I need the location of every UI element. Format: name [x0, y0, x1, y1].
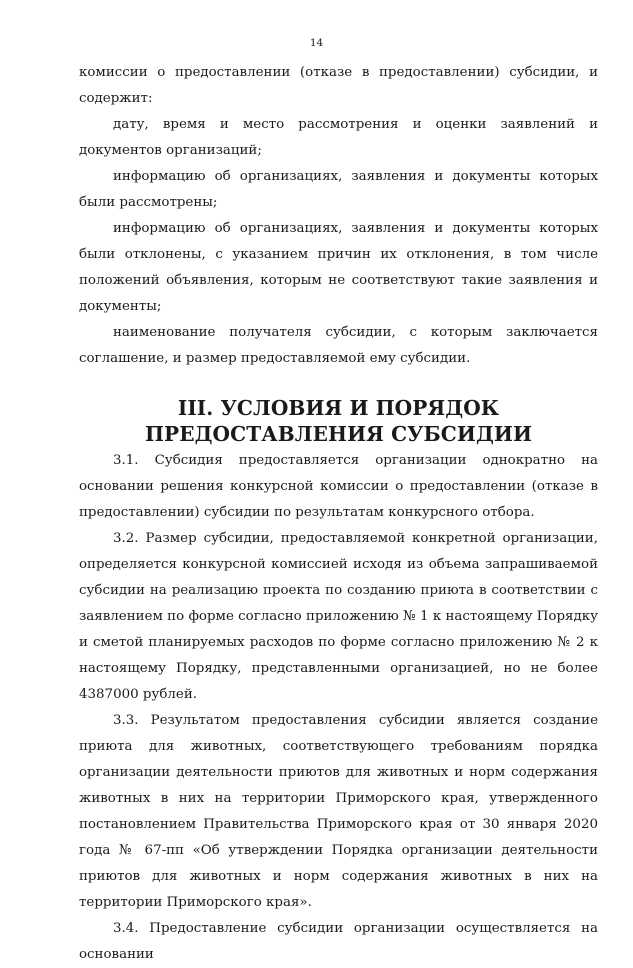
paragraph-3-4: 3.4. Предоставление субсидии организации осуществляется на основании: [79, 921, 598, 962]
paragraph-rejected-orgs: информацию об организациях, заявления и документы которых были отклонены, с указанием причин их отклонения, в том числе положений объявления, которым не соответствуют такие заявления и документы;: [79, 221, 598, 314]
paragraph-continuation: комиссии о предоставлении (отказе в предоставлении) субсидии, и содержит:: [79, 65, 598, 106]
document-body: [79, 60, 598, 968]
page-number: 14: [309, 37, 324, 49]
paragraph-reviewed-orgs: информацию об организациях, заявления и документы которых были рассмотрены;: [79, 169, 598, 210]
paragraph-recipient: наименование получателя субсидии, с которым заключается соглашение, и размер предоставляемой ему субсидии.: [79, 325, 598, 366]
paragraph-3-3: 3.3. Результатом предоставления субсидии является создание приюта для животных, соответствующего требованиям порядка организации деятельности приютов для животных и норм содержания животных в них на территории Приморского края, утвержденного постановлением Правительства Приморского края от 30 января 2020 года № 67-пп «Об утверждении Порядка организации деятельности приютов для животных и норм содержания животных в них на территории Приморского края».: [79, 713, 598, 910]
section-heading: III. УСЛОВИЯ И ПОРЯДОК ПРЕДОСТАВЛЕНИЯ СУБСИДИИ: [144, 396, 533, 446]
paragraph-3-1: 3.1. Субсидия предоставляется организации однократно на основании решения конкурсной комиссии о предоставлении (отказе в предоставлении) субсидии по результатам конкурсного отбора.: [79, 453, 598, 520]
paragraph-3-2: 3.2. Размер субсидии, предоставляемой конкретной организации, определяется конкурсной комиссией исходя из объема запрашиваемой субсидии на реализацию проекта по созданию приюта в соответствии с заявлением по форме согласно приложению № 1 к настоящему Порядку и сметой планируемых расходов по форме согласно приложению № 2 к настоящему Порядку, представленными организацией, но не более 4387000 рублей.: [79, 531, 598, 702]
paragraph-review-date: дату, время и место рассмотрения и оценки заявлений и документов организаций;: [79, 117, 598, 158]
